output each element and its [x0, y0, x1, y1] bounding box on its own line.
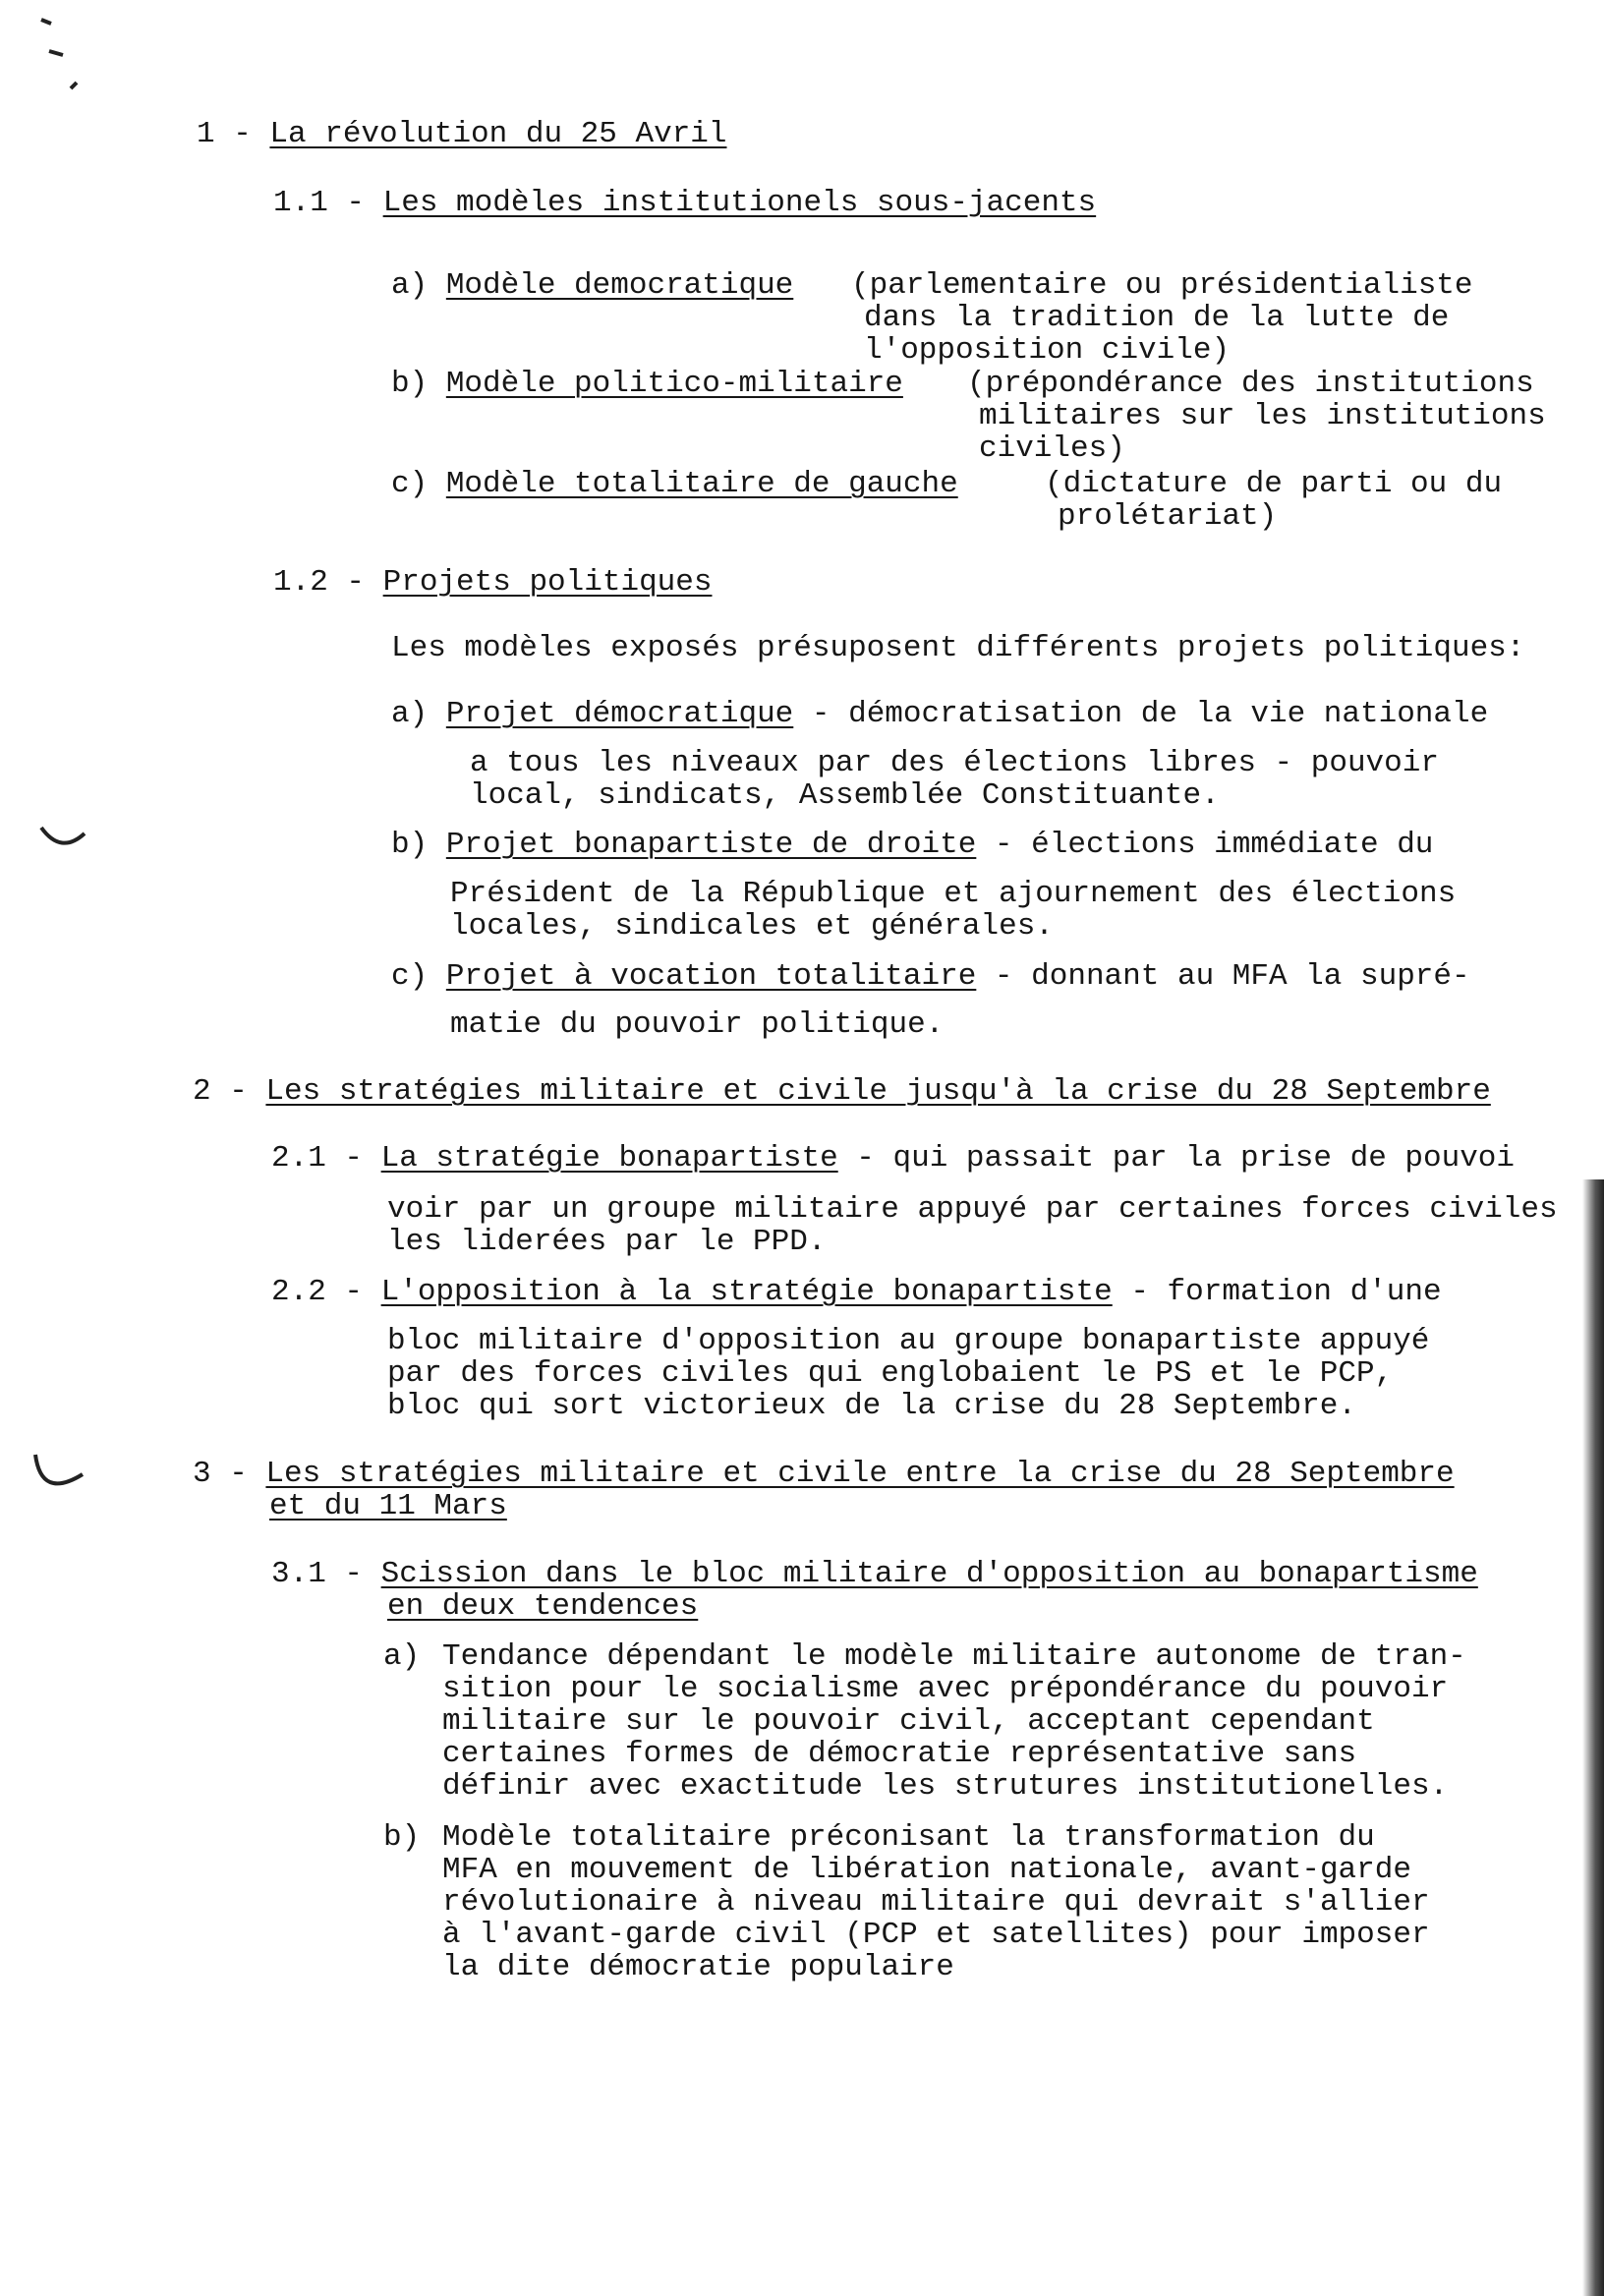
item-text-line: définir avec exactitude les strutures institutionelles. — [442, 1769, 1449, 1804]
item-text-line: a tous les niveaux par des élections libres - pouvoir — [470, 746, 1439, 780]
item-letter: b) — [391, 367, 429, 401]
section-title-line: Les stratégies militaire et civile entre la crise du 28 Septembre — [265, 1457, 1455, 1491]
subsection-number: 2.1 - — [271, 1141, 364, 1176]
item-letter: a) — [391, 697, 429, 731]
list-item — [391, 698, 1488, 731]
item-title: Projet à vocation totalitaire — [445, 959, 977, 994]
binder-hole-mark-icon — [33, 822, 92, 861]
item-text-line: militaire sur le pouvoir civil, acceptant cependant — [442, 1704, 1375, 1739]
section-number: 3 - — [193, 1457, 248, 1491]
item-text-line: (dictature de parti ou du — [1045, 467, 1503, 501]
item-title: Modèle politico-militaire — [445, 367, 903, 401]
subsection-heading — [273, 187, 1096, 220]
item-rest: - élections immédiate du — [976, 828, 1434, 862]
item-text-line: MFA en mouvement de libération nationale, avant-garde — [442, 1853, 1411, 1887]
item-text-line: Modèle totalitaire préconisant la transformation du — [442, 1820, 1375, 1855]
item-text-line: dans la tradition de la lutte de — [864, 301, 1450, 335]
item-text-line: Président de la République et ajournement des élections — [450, 877, 1457, 911]
item-text-line: les liderées par le PPD. — [387, 1225, 827, 1259]
scan-speck-icon — [35, 12, 94, 90]
subsection-title: Projets politiques — [382, 565, 713, 600]
subsection-title: Les modèles institutionels sous-jacents — [382, 186, 1097, 220]
item-text-line: civiles) — [979, 431, 1125, 466]
item-text-line: l'opposition civile) — [864, 333, 1231, 368]
item-letter: a) — [383, 1639, 421, 1674]
item-title: Projet démocratique — [445, 697, 794, 731]
item-rest: - donnant au MFA la supré- — [976, 959, 1470, 994]
subsection-title: La stratégie bonapartiste — [380, 1141, 838, 1176]
section-heading — [197, 118, 727, 151]
subsection-number: 2.2 - — [271, 1275, 364, 1309]
item-text-line: (prépondérance des institutions — [967, 367, 1534, 401]
item-text-line: sition pour le socialisme avec prépondérance du pouvoir — [442, 1672, 1449, 1706]
item-text-line: prolétariat) — [1058, 499, 1278, 534]
subsection-title-line: Scission dans le bloc militaire d'opposition au bonapartisme — [380, 1557, 1478, 1591]
item-text-line: locales, sindicales et générales. — [450, 909, 1054, 944]
item-letter: a) — [391, 268, 429, 303]
section-number: 2 - — [193, 1074, 248, 1109]
list-item — [391, 269, 793, 303]
subsection-title: L'opposition à la stratégie bonapartiste — [380, 1275, 1113, 1309]
subsection-heading — [271, 1276, 1442, 1309]
item-title: Modèle democratique — [445, 268, 794, 303]
subsection-rest: - qui passait par la prise de pouvoi — [837, 1141, 1516, 1176]
list-item — [391, 468, 958, 501]
item-text-line: bloc militaire d'opposition au groupe bonapartiste appuyé — [387, 1324, 1430, 1358]
subsection-number: 1.2 - — [273, 565, 366, 600]
item-text-line: local, sindicats, Assemblée Constituante. — [470, 778, 1220, 813]
subsection-heading — [273, 566, 712, 600]
list-item — [391, 368, 903, 401]
section-title-line: et du 11 Mars — [269, 1489, 507, 1523]
subsection-number: 3.1 - — [271, 1557, 364, 1591]
scan-edge-shadow — [1582, 1179, 1604, 2296]
item-text-line: à l'avant-garde civil (PCP et satellites) pour imposer — [442, 1918, 1430, 1952]
item-text-line: voir par un groupe militaire appuyé par certaines forces civiles — [387, 1192, 1558, 1227]
item-text-line: (parlementaire ou présidentialiste — [851, 268, 1473, 303]
item-text-line: par des forces civiles qui englobaient le PS et le PCP, — [387, 1356, 1394, 1391]
binder-hole-mark-icon — [28, 1451, 88, 1502]
item-text-line: révolutionaire à niveau militaire qui devrait s'allier — [442, 1885, 1430, 1920]
subsection-heading — [271, 1558, 1478, 1591]
item-letter: b) — [383, 1820, 421, 1855]
item-text-line: matie du pouvoir politique. — [450, 1007, 945, 1042]
item-rest: - démocratisation de la vie nationale — [793, 697, 1489, 731]
section-title: La révolution du 25 Avril — [269, 117, 727, 151]
item-text-line: la dite démocratie populaire — [442, 1950, 954, 1984]
section-number: 1 - — [197, 117, 252, 151]
item-title: Modèle totalitaire de gauche — [445, 467, 958, 501]
item-title: Projet bonapartiste de droite — [445, 828, 977, 862]
list-item — [391, 960, 1470, 994]
section-heading — [193, 1458, 1455, 1491]
subsection-number: 1.1 - — [273, 186, 366, 220]
item-text-line: bloc qui sort victorieux de la crise du 28 Septembre. — [387, 1389, 1356, 1423]
item-letter: c) — [391, 467, 429, 501]
subsection-title-line: en deux tendences — [387, 1589, 699, 1624]
item-text-line: certaines formes de démocratie représentative sans — [442, 1737, 1357, 1771]
section-title: Les stratégies militaire et civile jusqu'à la crise du 28 Septembre — [265, 1074, 1491, 1109]
item-text-line: militaires sur les institutions — [979, 399, 1546, 433]
subsection-rest: - formation d'une — [1112, 1275, 1442, 1309]
section-heading — [193, 1075, 1491, 1109]
item-letter: c) — [391, 959, 429, 994]
list-item — [391, 829, 1433, 862]
intro-paragraph: Les modèles exposés présuposent différents projets politiques: — [391, 631, 1525, 665]
item-text-line: Tendance dépendant le modèle militaire autonome de tran- — [442, 1639, 1466, 1674]
item-letter: b) — [391, 828, 429, 862]
subsection-heading — [271, 1142, 1515, 1176]
